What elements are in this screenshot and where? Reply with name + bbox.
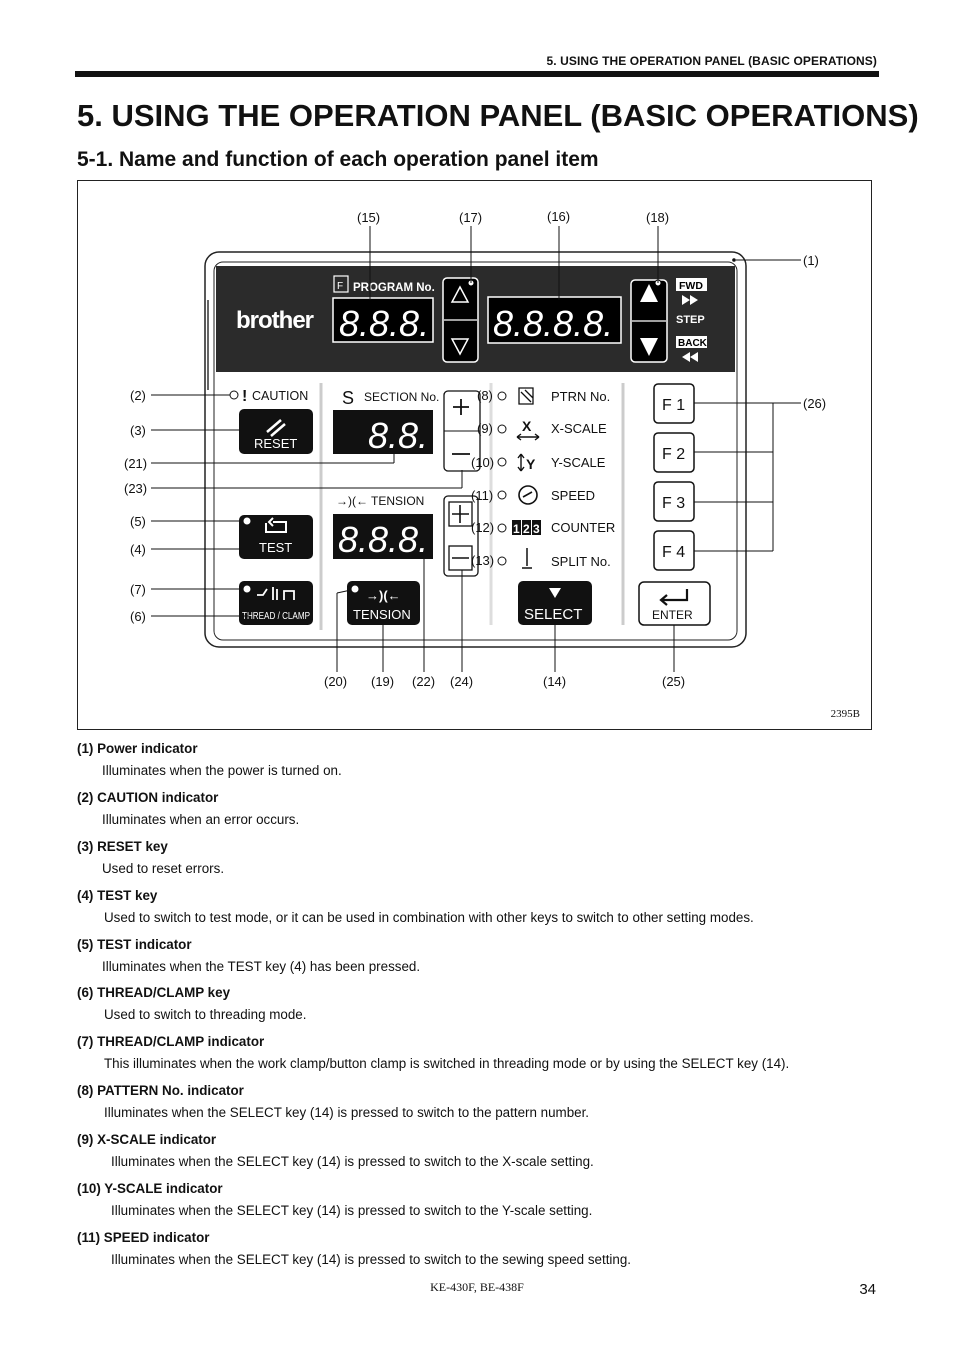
callout-23: (23): [124, 481, 148, 496]
item-description: Illuminates when an error occurs.: [102, 811, 300, 827]
list-item: [77, 838, 877, 887]
callout-4: (4): [130, 542, 146, 557]
item-description: Used to reset errors.: [102, 860, 225, 876]
callout-17: (17): [459, 210, 483, 225]
callout-7: (7): [130, 582, 146, 597]
item-description: This illuminates when the work clamp/button clamp is switched in threading mode or by using the SELECT key (14).: [104, 1056, 790, 1072]
tension-arrows-icon: →)(←: [336, 494, 368, 508]
caution-exclamation-icon: !: [242, 388, 248, 405]
list-item: [77, 936, 877, 985]
section-icon: S: [342, 388, 355, 408]
f3-label: F 3: [662, 495, 686, 512]
page-title: 5. USING THE OPERATION PANEL (BASIC OPERATIONS): [77, 98, 919, 133]
indicator-ptrn-no: PTRN No.: [551, 389, 611, 404]
list-item: [77, 789, 877, 838]
counter-icon-2: 2: [523, 522, 530, 536]
caution-label: CAUTION: [252, 389, 309, 403]
item-title: (3) RESET key: [77, 838, 168, 854]
list-item: [77, 1082, 877, 1131]
item-description: Illuminates when the SELECT key (14) is pressed to switch to the X-scale setting.: [111, 1154, 594, 1170]
item-description: Illuminates when the SELECT key (14) is pressed to switch to the pattern number.: [104, 1105, 590, 1121]
x-scale-icon: X: [522, 418, 532, 434]
callout-3: (3): [130, 423, 146, 438]
callout-16: (16): [547, 209, 571, 224]
f4-label: F 4: [662, 544, 686, 561]
list-item: [77, 1033, 877, 1082]
f2-label: F 2: [662, 446, 686, 463]
item-title: (11) SPEED indicator: [77, 1229, 210, 1245]
brother-logo: brother: [236, 307, 313, 334]
indicator-x-scale: X-SCALE: [551, 421, 607, 436]
item-title: (10) Y-SCALE indicator: [77, 1181, 223, 1197]
callout-24: (24): [450, 674, 474, 689]
callout-8: (8): [477, 388, 493, 403]
item-description: Illuminates when the SELECT key (14) is pressed to switch to the Y-scale setting.: [111, 1203, 593, 1219]
list-item: [77, 887, 877, 936]
item-description: Illuminates when the power is turned on.: [102, 763, 342, 778]
counter-icon-3: 3: [533, 522, 540, 536]
callout-19: (19): [371, 674, 395, 689]
tension-label: TENSION: [371, 494, 425, 508]
running-header: 5. USING THE OPERATION PANEL (BASIC OPERATIONS): [546, 54, 877, 68]
list-item: [77, 1229, 877, 1278]
callout-2: (2): [130, 388, 146, 403]
item-description: Illuminates when the TEST key (4) has been pressed.: [102, 958, 421, 974]
header-rule: [75, 71, 879, 77]
callout-1: (1): [803, 253, 819, 268]
program-no-label: PROGRAM No.: [353, 282, 435, 294]
list-item: [77, 984, 877, 1033]
list-item: [77, 1180, 877, 1229]
footer-model: KE-430F, BE-438F: [430, 1280, 524, 1294]
callout-20: (20): [324, 674, 348, 689]
tension-key-icon: →)(←: [366, 588, 401, 603]
list-item: [77, 740, 877, 789]
item-description: Illuminates when the SELECT key (14) is pressed to switch to the sewing speed setting.: [111, 1251, 632, 1267]
section-subtitle: 5-1. Name and function of each operation panel item: [77, 148, 599, 171]
step-label: STEP: [676, 314, 705, 326]
callout-15: (15): [357, 210, 381, 225]
callout-12: (12): [471, 520, 495, 535]
callout-10: (10): [471, 455, 495, 470]
indicator-speed: SPEED: [551, 488, 596, 503]
callout-5: (5): [130, 514, 146, 529]
callout-11: (11): [471, 488, 494, 503]
test-label: TEST: [259, 540, 293, 555]
item-title: (8) PATTERN No. indicator: [77, 1083, 244, 1099]
item-title: (6) THREAD/CLAMP key: [77, 985, 231, 1001]
y-scale-icon: Y: [526, 456, 536, 472]
item-title: (4) TEST key: [77, 887, 158, 903]
item-description: Used to switch to test mode, or it can be used in combination with other keys to switch to other setting modes.: [104, 909, 754, 925]
tension-display-digits: 8.8.8.: [338, 519, 429, 560]
callout-6: (6): [130, 609, 146, 624]
item-title: (5) TEST indicator: [77, 936, 192, 952]
item-title: (7) THREAD/CLAMP indicator: [77, 1034, 265, 1050]
main-display-digits: 8.8.8.8.: [493, 303, 614, 344]
callout-22: (22): [412, 674, 436, 689]
indicator-split-no: SPLIT No.: [551, 554, 611, 569]
callout-13: (13): [471, 553, 495, 568]
indicator-y-scale: Y-SCALE: [551, 455, 606, 470]
callout-18: (18): [646, 210, 670, 225]
callout-9: (9): [477, 421, 493, 436]
operation-panel-diagram: [78, 181, 871, 729]
svg-text:F: F: [337, 281, 344, 292]
tension-key-label: TENSION: [353, 607, 411, 622]
item-description: Used to switch to threading mode.: [104, 1007, 307, 1023]
section-no-label: SECTION No.: [364, 390, 440, 404]
section-display-digits: 8.8.: [368, 415, 429, 456]
item-title: (2) CAUTION indicator: [77, 789, 219, 805]
indicator-counter: COUNTER: [551, 520, 616, 535]
item-title: (9) X-SCALE indicator: [77, 1132, 217, 1148]
operation-panel-figure: [77, 180, 872, 730]
callout-25: (25): [662, 674, 686, 689]
program-display-digits: 8.8.8.: [339, 303, 430, 344]
callout-21: (21): [124, 456, 148, 471]
enter-label: ENTER: [652, 608, 693, 622]
page-number: 34: [859, 1281, 876, 1298]
f1-label: F 1: [662, 397, 686, 414]
item-title: (1) Power indicator: [77, 741, 198, 756]
reset-label: RESET: [254, 436, 298, 451]
callout-14: (14): [543, 674, 567, 689]
thread-clamp-label: THREAD / CLAMP: [242, 611, 311, 622]
select-label: SELECT: [524, 606, 583, 623]
back-label: BACK: [678, 338, 707, 349]
callout-26: (26): [803, 396, 827, 411]
list-item: [77, 1131, 877, 1180]
figure-code: 2395B: [830, 708, 860, 720]
counter-icon-1: 1: [513, 522, 520, 536]
fwd-label: FWD: [679, 280, 703, 292]
item-list: [77, 740, 877, 1278]
